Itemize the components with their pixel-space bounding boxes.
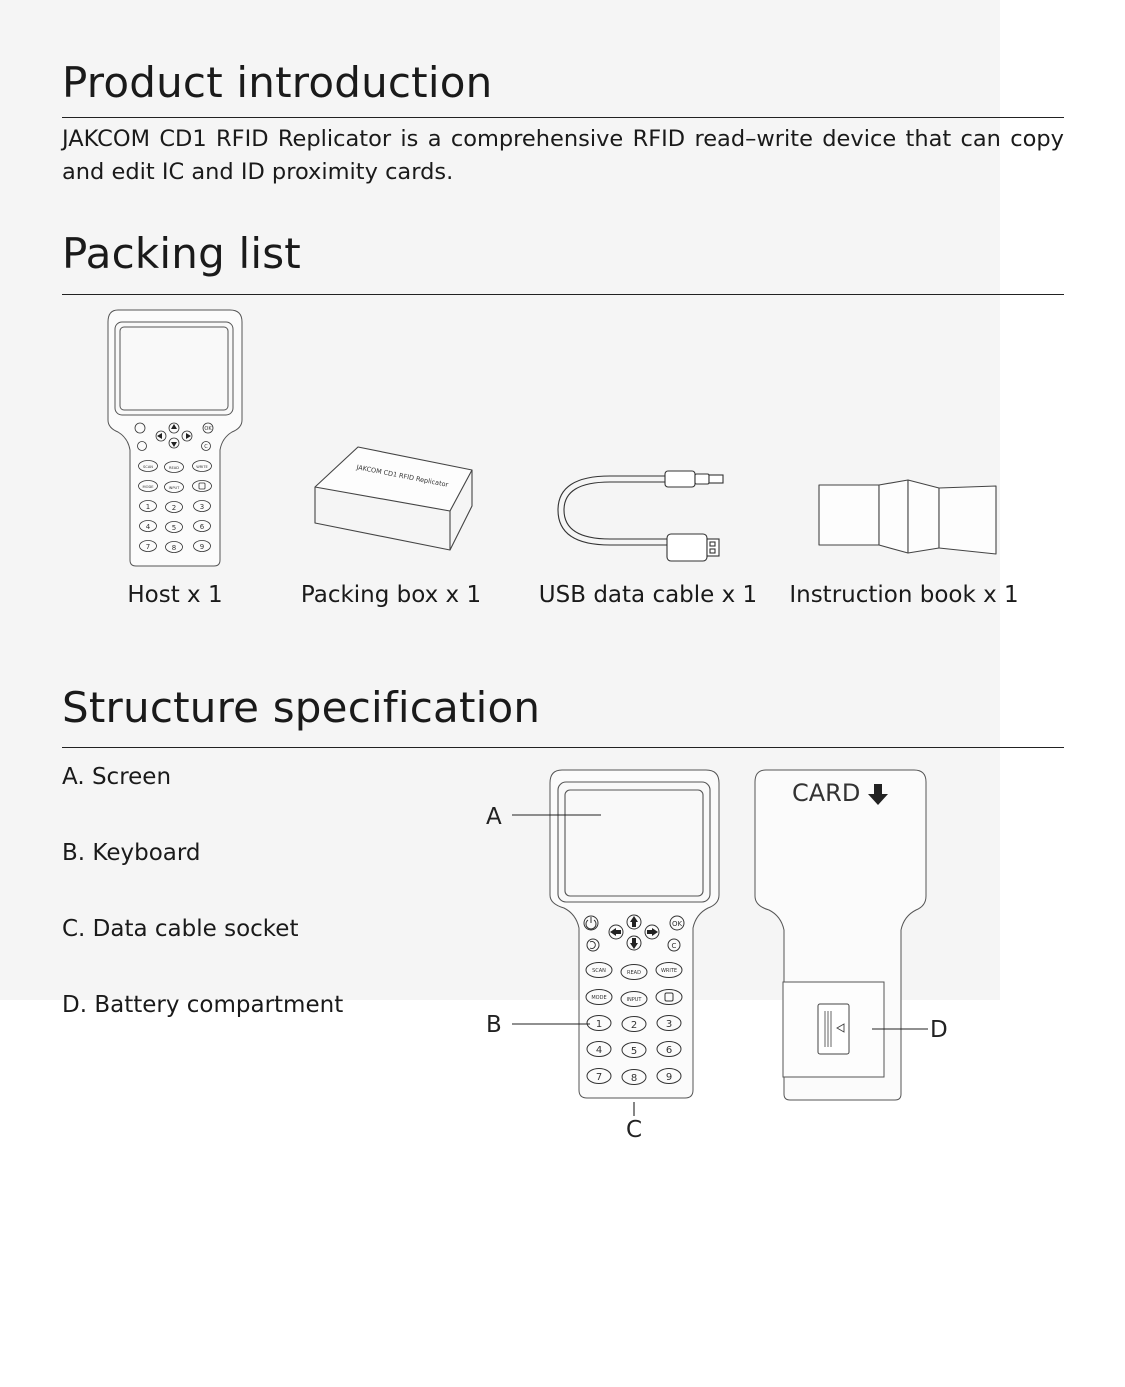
digit-key: 5 <box>630 1046 638 1057</box>
structure-item-battery: D. Battery compartment <box>62 992 344 1018</box>
section-title-product-introduction: Product introduction <box>62 58 493 107</box>
packing-item-label: Instruction book x 1 <box>789 582 1019 608</box>
write-key: WRITE <box>660 968 678 974</box>
section-title-structure-specification: Structure specification <box>62 683 541 732</box>
structure-item-screen: A. Screen <box>62 764 172 790</box>
callout-b: B <box>486 1012 502 1038</box>
callout-c: C <box>625 1117 643 1143</box>
digit-key: 1 <box>595 1019 603 1030</box>
input-key: INPUT <box>168 486 180 490</box>
digit-key: 6 <box>665 1045 673 1056</box>
mode-key: MODE <box>142 485 154 489</box>
digit-key: 9 <box>665 1072 673 1083</box>
clear-key: C <box>204 444 208 450</box>
divider <box>62 117 1064 118</box>
digit-key: 1 <box>145 503 151 511</box>
device-front-diagram <box>470 760 730 1150</box>
packing-box-icon <box>310 440 480 560</box>
usb-cable-icon <box>555 462 730 567</box>
read-key: READ <box>627 970 641 976</box>
callout-d: D <box>930 1017 948 1043</box>
scan-key: SCAN <box>143 465 153 469</box>
packing-item-label: Host x 1 <box>127 582 223 608</box>
digit-key: 2 <box>630 1020 638 1031</box>
packing-item-label: USB data cable x 1 <box>538 582 758 608</box>
ok-key: OK <box>204 426 212 432</box>
intro-text: JAKCOM CD1 RFID Replicator is a comprehensive RFID read–write device that can copy and edit IC and ID proximity cards. <box>62 126 1064 185</box>
input-key: INPUT <box>626 997 642 1003</box>
packing-item-label: Packing box x 1 <box>300 582 482 608</box>
clear-key: C <box>671 942 677 950</box>
digit-key: 3 <box>199 503 205 511</box>
structure-item-cable-socket: C. Data cable socket <box>62 916 299 942</box>
digit-key: 9 <box>199 543 205 551</box>
box-print-text: JAKCOM CD1 RFID Replicator <box>355 463 449 489</box>
section-title-packing-list: Packing list <box>62 229 301 278</box>
digit-key: 4 <box>595 1045 603 1056</box>
instruction-book-icon <box>816 478 1001 558</box>
card-label: CARD <box>792 779 861 807</box>
digit-key: 2 <box>171 504 177 512</box>
ok-key: OK <box>671 920 683 928</box>
digit-key: 4 <box>145 523 151 531</box>
digit-key: 8 <box>171 544 177 552</box>
divider <box>62 747 1064 748</box>
structure-item-keyboard: B. Keyboard <box>62 840 201 866</box>
write-key: WRITE <box>196 465 208 469</box>
digit-key: 5 <box>171 524 177 532</box>
divider <box>62 294 1064 295</box>
device-back-diagram <box>750 764 970 1109</box>
digit-key: 3 <box>665 1019 673 1030</box>
host-device-icon <box>106 310 246 570</box>
mode-key: MODE <box>591 995 607 1001</box>
digit-key: 6 <box>199 523 205 531</box>
digit-key: 7 <box>595 1072 603 1083</box>
scan-key: SCAN <box>592 968 606 974</box>
read-key: READ <box>169 466 179 470</box>
callout-a: A <box>486 804 502 830</box>
digit-key: 8 <box>630 1073 638 1084</box>
digit-key: 7 <box>145 543 151 551</box>
